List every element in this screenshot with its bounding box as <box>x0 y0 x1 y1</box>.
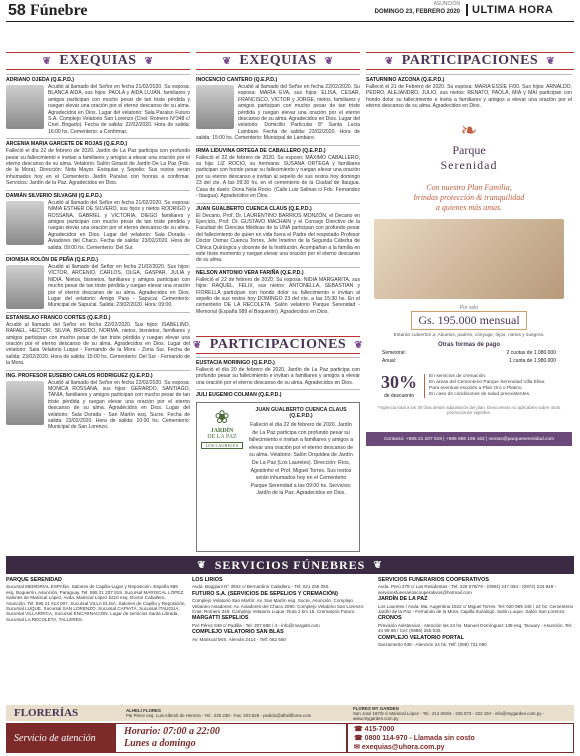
ornament-icon: ❦ <box>42 55 52 67</box>
services-column-1: PARQUE SERENIDAD Sucursal MEMORIAL ESPAÑA. Salones de Capilla-Lugar y Reposición. España 989 esq. Boquerón, Asunción, Paraguay. Tel: 595 21 207 819. Sucursal MARISCAL LÓPEZ. Salones de Mariscal López, Avda. Mariscal López 5210 esq. Doctor Caballero, Asunción. Tel: 595 21 613 007. Sucursal VILLA ELISA. Salones de Capilla y Reposición, Sucursal LUQUE, Sucursal SAN LORENZO, Sucursal CAPIATÁ, Sucursal ITAUGUA, Sucursal VILLARRICA, Sucursal ENCARNACIÓN. Lugar de servicios Santa Librada, Sucursal LA RECOLETA, TALLERES. <box>6 577 186 622</box>
ad-price: Gs. 195.000 mensual <box>411 311 526 330</box>
leaf-logo-icon: ❧ <box>460 120 478 142</box>
mail-icon: ✉ <box>354 744 362 751</box>
obituary-column-2 <box>196 74 360 332</box>
service-footer: Servicio de atención Horario: 07:00 a 22:00 Lunes a domingo ☎ 415-7000 ☎ 0800 114-970 - Llamada sin costo ✉ exequias@uhora.com.py <box>6 723 574 753</box>
phone-icon: ☎ <box>354 726 365 733</box>
ornament-icon: ❦ <box>354 339 364 351</box>
section-title: Fúnebre <box>30 2 88 19</box>
obituary: ING. PROFESOR EUSEBIO CARLOS RODRIGUEZ (Q.E.P.D.) Acudió al llamado del Señor en fecha 22/02/2020. Su esposa: MONICA ROSSANA, sus hijos: GERARDO, SANTIAGO, TANIA, familiares y amigos participan con mucho pesar de tan triste pérdida y ruegan elevar una oración por el eterno descanso de su alma. Agradecidos en Dios. Lugar del velatorio: Sala Dorada - San Martín esq. Sucre. Fecha de salida: 23/02/2020. Hora de salida: 10:00 hs. Cementerio: Municipal de San Lorenzo. <box>6 370 190 431</box>
paper-section: ULTIMA HORA <box>466 4 553 16</box>
exequias-header-2: ❦ EXEQUIAS ❦ <box>196 52 360 70</box>
tollfree-line: ☎ 0800 114-970 - Llamada sin costo <box>354 735 475 742</box>
ornament-icon: ❦ <box>144 55 154 67</box>
services-band: ❦ SERVICIOS FÚNEBRES ❦ <box>6 556 574 574</box>
obituary: IRMA LIDUVINA ORTEGA DE CABALLERO (Q.E.P.D.) Falleció el 22 de febrero de 2020. Su esposo: MÁXIMO CABALLERO, su hija: LIZ ROCIO, su hermana: SUSANA ORTEGA y familiares participan con hondo pesar su fallecimiento y ruegan elevar una oración por su eterno descanso e invitan al sepelio de sus restos hoy domingo 23 del cte. A las 09:30 hs. en el cementerio de la Ciudad de Itaugua. Casa de duelo: Dona Nela Rocio. (Calle Luis Salinas c/ Fdo. Fernandez - Itaugua). Agradecidos en Dios. <box>196 145 360 200</box>
jardin-logo: ❀ JARDÍN DE LA PAZ LOS LAURELES <box>201 407 243 547</box>
participation: EUSTACIA MORINIGO (Q.E.P.D.) Falleció el día 20 de febrero de 2020. Jardín de La Paz participa con profundo pesar su fallecimiento e invitan a familiares y amigos a elevar una oración por el eterno descanso de su alma. Agradecidos en Dios. <box>196 357 360 386</box>
obituary: ESTANISLAO FRANCO CORTES (Q.E.P.D.) Acudió al llamado del Señor en fecha 22/02/2020. Sus hijos: ISABELINO, RAFAEL, HECTOR, SILVIA, BRIGIDO, NORMA, nietos, bisnietos, familiares y amigos participan con mucho pesar de tan triste pérdida y ruegan elevar una oración por el eterno descanso de su alma. Agradecidos en Dios. Lugar del velatorio: Sala Velatorio Luque - Fernando de la Mora - Zona Sur. Fecha de salida: 23/02/2020. Hora de salida: 15:00 hs. Cementerio: Del Sur - Fernando de la Mora. <box>6 312 190 367</box>
participaciones-header-1: ❦ PARTICIPACIONES ❦ <box>366 52 574 70</box>
page-number: 58 <box>8 2 26 19</box>
obituary-column-1 <box>6 74 190 552</box>
flower-icon: ❀ <box>214 407 230 427</box>
ornament-icon: ❦ <box>546 55 556 67</box>
portrait-photo <box>6 201 44 245</box>
brand-line: ASUNCIÓN <box>433 1 460 7</box>
portrait-photo <box>6 381 44 425</box>
parque-serenidad-ad: ❧ Parque Serenidad Con nuestro Plan Familia, brindas protección & tranquilidad a quienes más amas. Por solo Gs. 195.000 mensual Estarán cubiertos a: Abuelos, padres, cónyuge, hijos, nietos y suegros. Otras formas de pago Semestral: 2 cuotas de 1.080.000 Anual: 1 cuota de 1.980.000 30% de descuento En servicios de cremación. En áreas del Cementerio Parque Serenidad Villa Elisa. Para eventual escisión a Plan Oro o Platino. En caso de condiciones de salud preexistentes. *Vigencia total a los 30 días desde adquisición del plan. Descuentos no aplicables sobre otras promociones vigentes. <box>366 110 572 430</box>
issue-date: DOMINGO 23, FEBRERO 2020 <box>374 9 460 15</box>
obituary: DAMIÁN SILVERIO SILVAGNI (Q.E.P.D.) Acudió al llamado del Señor en fecha 21/02/2020. Su esposa: NIMIA ESTHER DE SILVERO, sus hijos y nietos RODRIGO y ROSSANA, GABRIEL y VICTORIA, DIEGO familiares y amigos participan con mucho pesar de tan triste pérdida y ruegan elevar una oración por el eterno descanso de su alma. Agradecidos en Dios. Lugar del velatorio: Sala Dorada - Aviadores del Chaco. Fecha de salida: 23/02/2020. Hora de salida: 09:00 hs. Cementerio: Del Sur. <box>6 190 190 251</box>
services-column-3: SERVICIOS FUNERARIOS COOPERATIVOS Avda. Perú 279 c/ Las Residentas - Tel: 229 078/79 - (0984) 247 094 - (0972) 234 949 - serviciosfunerarioscooperativos@hotmail.com JARDÍN DE LA PAZ Los Laureles / Avda. Ma. Augentina 1922 c/ Miguel Torres. Tel: 020 969 345 / 24 hs. Cementerio Jardín de la Paz - Fernando de la Mora. Capilla Ituzaingó. Salón Luque. Salón San Lorenzo. CRONOS Previsión Asistencial - Atención las 24 hs. Manuel Domínguez 138 esq. Tacuary - Asunción. Tel: 44 99 98 / Cel: (0986) 255 030. COMPLEJO VELATORIO PORTAL Sacramento 938 - Atención 24 hs. Telf: (098) 731 080 <box>378 577 574 648</box>
ornament-icon: ❦ <box>197 559 207 571</box>
obituary: ARCENIA MARIA GARCETE DE ROJAS (Q.E.P.D.) Falleció el día 22 de febrero de 2020. Jardín de La Paz participa con profundo pesar su fallecimiento e invitan a familiares y amigos a elevar una oración por el eterno descanso de su alma. Velatorio: Salón Girasol de Jardín De La Paz (Fdo. de la Mora). Dirección: Nota Mayor. Exéquias y Sepelio: Sus restos serán inhumados hoy en el Cementerio Jardín Paraíso con honras a confirmar. Servicios: Jardín de la Paz. Agradecidos en Dios. <box>6 138 190 186</box>
obituary: ADRIANO OJEDA (Q.E.P.D.) Acudió al llamado del Señor en fecha 21/02/2020. Su esposa: BLANCA AIDA, sus hijos: PAOLA y AIDA LUJAN, familiares y amigos participan con mucho pesar de tan triste pérdida y ruegan elevar una oración por el eterno descanso de su alma. Agradecidos en Dios. Lugar del velatorio: Sala Paraiso Futuro S.A. Complejo Velatorio San Lorenzo (Cnel. Romero N°348 c/ Cnel. Bogado). Fecha de salida: 22/02/2020. Hora de salida: 16:00 hs. Cementerio: a Confirmar. <box>6 74 190 135</box>
ornament-icon: ❦ <box>384 55 394 67</box>
participaciones-column-3 <box>366 74 572 108</box>
obituary: NELSON ANTONIO VERA FARIÑA (Q.E.P.D.) Falleció el 22 de febrero de 2020. Su esposa: NIDIA MARGARITA, sus hijos: RAQUEL, FELIX, sus nietos: ANTONELLA, SEBASTIAN y FIORELLA participan con hondo dolor su fallecimiento e invitan al sepelio de sus restos hoy DOMINGO 23 del cte. a las 15:30 hs. En el cementerio DE LA RECOLETA. Salón velatorio Parque Serenidad - Memorial (España 989 el Boquerón). Agradecidos en Dios. <box>196 267 360 315</box>
services-column-2: LOS LIRIOS Avda. Boggiani N° 3842 c/ Bernardino Caballero - Tel: 021 256 050. FUTURO S.A. (SERVICIOS DE SEPELIOS Y CREMACIÓN) Complejo Velatorio San Martín: Av. San Martín esq. Sucre, Asunción. Complejo Velatorio Aviadores: Av. Aviadores del Chaco 2080. Complejo Velatorio San Lorenzo: Cnel. Romero 348. Complejo Velatorio Luque: Ruta 2 km 15. Crematorio Futuro. MARGATTI SEPELIOS Pa'i Pérez 849 c/ Padilla - Tel: 207 880 / 4 - info@margatti.com COMPLEJO VELATORIO SAN BLAS Av. Mariscal MrS. Alemán 2414 - Telf: 082 550 <box>192 577 365 642</box>
participation: JULI EUGENIO COLMAN (Q.E.P.D.) <box>196 389 360 399</box>
email-line[interactable]: ✉ exequias@uhora.com.py <box>354 744 445 751</box>
phone-line: ☎ 415-7000 <box>354 726 395 733</box>
participaciones-column <box>196 357 360 399</box>
obituary: DIONISIA ROLÓN DE PEÑA (Q.E.P.D.) Acudió al llamado del Señor en fecha 21/02/2020. Sus hijos: VÍCTOR, ARCENIO, CARLOS, OLGA, GASPAR, JULIA y NIDIA. Nietos, bisnietos, familiares y amigos participan con mucho pesar de tan triste pérdida y ruegan elevar una oración por el eterno descanso de su alma. Agradecidos en Dios. Lugar del velatorio: Amigo Para - Sapucai. Cementerio: Municipal de Sapucai. Salida: 23/02/2020. Hora: 09:00. <box>6 254 190 309</box>
ornament-icon: ❦ <box>192 339 202 351</box>
obituary: JUAN GUALBERTO CUENCA CLAUS (Q.E.P.D.) El Decano, Prof. Dr. LAURENTINO BARRIOS MONZÓN, el Decano en Ejercicio, Prof. Dr. GUSTAVO MACHAIN y el Consejo Directivo de la Facultad de Ciencias Médicas de la UNA participan con profundo pesar del fallecimiento de quien en vida fuera el Padre del respetado Profesor Doctor Osmar Cuenca Torres, Jefe Interino de la Segunda Cátedra de Clínica Quirúrgica y docente de la Institución. Acompañan a la familia en este triste momento y ruegan elevar una oración por el eterno descanso de su alma. <box>196 203 360 264</box>
portrait-photo <box>196 85 234 129</box>
portrait-photo <box>6 265 44 309</box>
florerias-band: FLORERÍAS ALHELÍ FLORES Pai Pérez esq. Luis Alberdi de Herrera - Tel.: 225 238 - Fax: 203 828 - pedido@alheliflores.com FLORES MY GARDEN San José 187/9 c/ Mariscal López - Tel.: 214 603/4 - 226 573 - 222 194 - info@mygarden.com.py - www.mygarden.com.py <box>6 705 574 721</box>
family-photo <box>374 219 564 299</box>
exequias-header-1: ❦ EXEQUIAS ❦ <box>6 52 190 70</box>
ornament-icon: ❦ <box>324 55 334 67</box>
participaciones-header-2: ❦ PARTICIPACIONES ❦ <box>192 337 364 352</box>
ad-brand: Parque Serenidad <box>440 143 498 172</box>
boxed-notice: ❀ JARDÍN DE LA PAZ LOS LAURELES JUAN GUALBERTO CUENCA CLAUS (Q.E.P.D.) Falleció el día 22 de febrero de 2020. Jardín de La Paz participa con profundo pesar su fallecimiento e invitan a familiares y amigos a elevar una oración por el eterno descanso de su alma. Velatorio: Salón Orquídea de Jardín De La Paz (Los Laureles). Dirección: Ríos, Agostinho el Prof. Miguel Torres. Sus restos serán inhumados hoy en el Cementerio Parque Serenidad a las 09:00 hs. Servicios: Jardín de la Paz. Agradecidos en Dios. <box>196 402 360 552</box>
ornament-icon: ❦ <box>373 559 383 571</box>
phone-icon: ☎ <box>354 735 365 742</box>
header-rule <box>6 21 574 22</box>
obituary: INOCENCIO CANTERO (Q.E.P.D.) Acudió al llamado del Señor en fecha 22/02/2020. Su esposa: MARÍA EVA, sus hijos: ELISA, CESAR, FRANCISCO, VICTOR y JORGE, nietos, familiares y amigos participan con mucho pesar de tan triste pérdida y ruegan elevar una oración por el eterno descanso de su alma. Agradecidos en Dios. Lugar del velatorio: Domicilio Particular 8° Santa Lucia Lambare. Fecha de salida: 23/02/2020. Hora de salida: 15:00 hs. Cementerio: Municipal de Lambare. <box>196 74 360 142</box>
ornament-icon: ❦ <box>222 55 232 67</box>
participation: SATURNINO AZCONA (Q.E.P.D.) Falleció el 21 de Febrero de 2020. Su esposa: MARIA ESSIE F/00. Sus hijos: ARNALDO, PEDRO, ALEJANDRO, JULIO, sus nietos: RENATO, PAOLA, MIA y MAI participan con hondo dolor su fallecimiento e invita a familiares y amigos a elevar una oración por el eterno descanso de su alma. Agradecidos en Dios. <box>366 74 572 108</box>
ad-contact-bar: Contacto: +595 21 207 819 | +595 986 196 162 | ventas@parqueserenidad.com <box>366 432 572 446</box>
portrait-photo <box>6 85 44 129</box>
